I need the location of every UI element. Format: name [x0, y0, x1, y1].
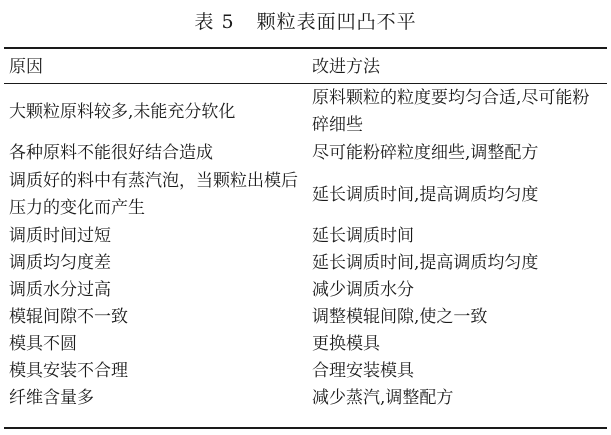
cause-cell: 调质水分过高 — [9, 280, 111, 300]
cause-cell: 模具安装不合理 — [9, 361, 128, 381]
fix-cell: 减少蒸汽,调整配方 — [312, 388, 454, 408]
top-rule — [4, 47, 607, 49]
cause-cell: 模辊间隙不一致 — [9, 307, 128, 327]
table-row — [0, 277, 611, 304]
fix-cell: 延长调质时间,提高调质均匀度 — [312, 184, 539, 205]
table-row — [0, 358, 611, 385]
fix-cell: 减少调质水分 — [312, 280, 414, 300]
cause-cell: 模具不圆 — [9, 334, 77, 354]
cause-cell: 调质好的料中有蒸汽泡，当颗粒出模后压力的变化而产生 — [9, 171, 298, 218]
header-cause: 原因 — [9, 57, 43, 77]
table-row — [0, 331, 611, 358]
table-header — [0, 54, 611, 80]
table-row — [0, 140, 611, 167]
table-row — [0, 223, 611, 250]
cause-cell: 各种原料不能很好结合造成 — [9, 143, 213, 163]
fix-cell: 更换模具 — [312, 334, 380, 354]
cause-cell: 调质均匀度差 — [9, 253, 111, 273]
cause-cell: 调质时间过短 — [9, 226, 111, 246]
fix-cell: 尽可能粉碎粒度细些,调整配方 — [312, 143, 539, 163]
cause-cell: 大颗粒原料较多,未能充分软化 — [9, 101, 236, 122]
bottom-rule — [4, 427, 607, 429]
table-row — [0, 250, 611, 277]
fix-cell: 延长调质时间 — [312, 226, 414, 246]
cause-cell: 纤维含量多 — [9, 388, 94, 408]
fix-cell: 延长调质时间,提高调质均匀度 — [312, 253, 539, 273]
table-caption — [0, 8, 611, 36]
table-number: 表 5 — [194, 11, 235, 33]
fix-cell: 合理安装模具 — [312, 361, 414, 381]
table-row — [0, 84, 611, 140]
fix-cell: 原料颗粒的粒度要均匀合适,尽可能粉碎细些 — [312, 88, 590, 135]
table-row — [0, 385, 611, 412]
header-fix: 改进方法 — [312, 57, 380, 77]
table-row — [0, 167, 611, 223]
table-title: 颗粒表面凹凸不平 — [256, 11, 417, 33]
fix-cell: 调整模辊间隙,使之一致 — [312, 307, 488, 327]
table-row — [0, 304, 611, 331]
table-body — [0, 84, 611, 412]
